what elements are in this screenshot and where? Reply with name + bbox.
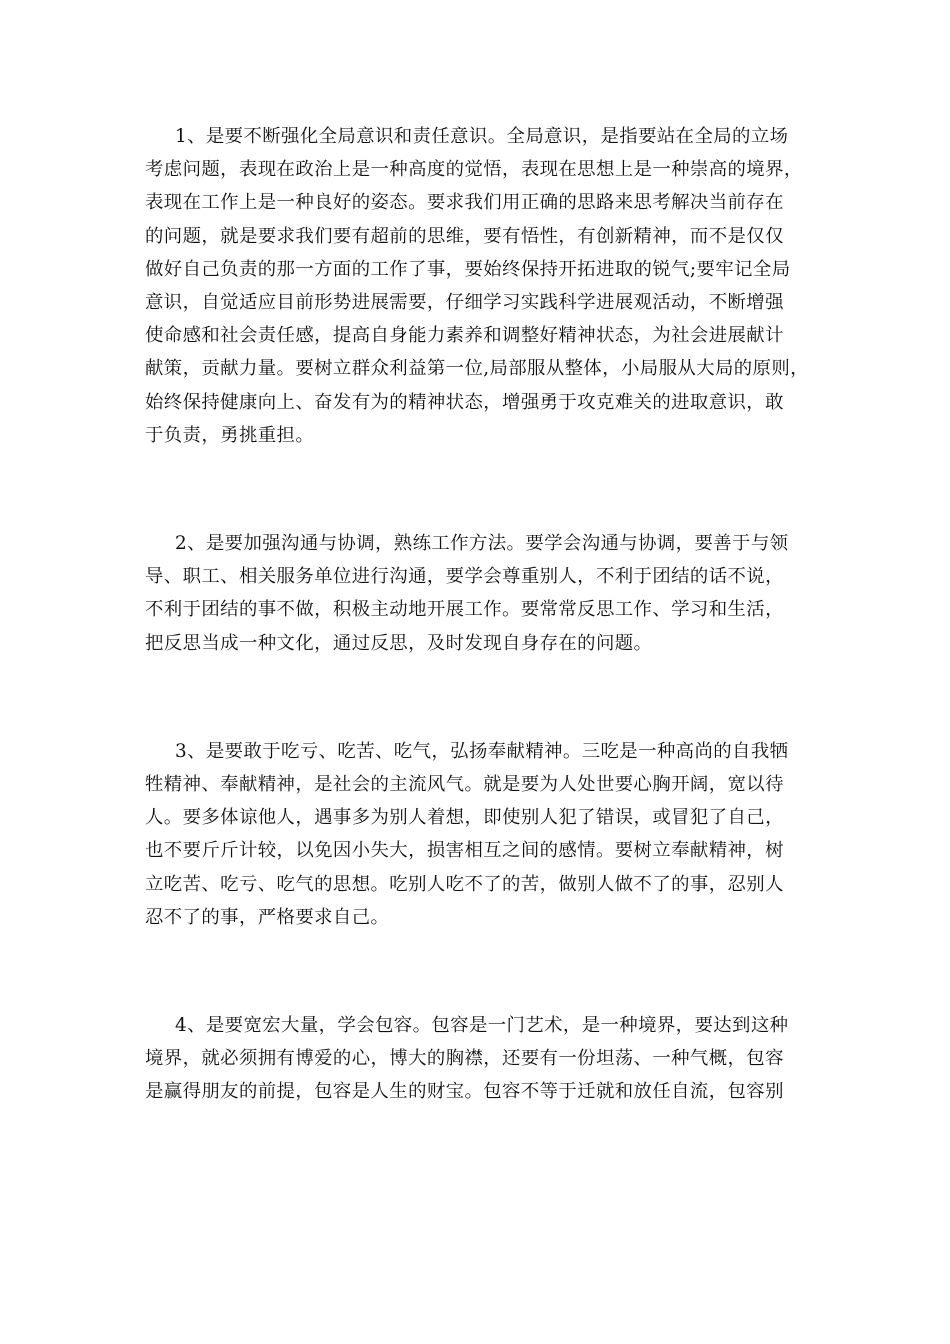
text-line: 境界，就必须拥有博爱的心，博大的胸襟，还要有一份坦荡、一种气概，包容 xyxy=(145,1048,784,1070)
text-line: 不利于团结的事不做，积极主动地开展工作。要常常反思工作、学习和生活， xyxy=(145,599,784,621)
text-line: 把反思当成一种文化，通过反思，及时发现自身存在的问题。 xyxy=(145,632,653,654)
paragraph-4 xyxy=(145,1009,820,1109)
paragraph-3 xyxy=(145,735,820,934)
text-line: 献策，贡献力量。要树立群众利益第一位,局部服从整体，小局服从大局的原则， xyxy=(145,358,809,380)
text-line: 忍不了的事，严格要求自己。 xyxy=(145,906,390,928)
text-line: 使命感和社会责任感，提高自身能力素养和调整好精神状态，为社会进展献计 xyxy=(145,325,784,347)
paragraph-1 xyxy=(145,120,820,452)
text-line: 人。要多体谅他人，遇事多为别人着想，即使别人犯了错误，或冒犯了自己， xyxy=(145,807,784,829)
text-line: 2、是要加强沟通与协调，熟练工作方法。要学会沟通与协调，要善于与领 xyxy=(175,533,789,555)
text-line: 始终保持健康向上、奋发有为的精神状态，增强勇于攻克难关的进取意识，敢 xyxy=(145,391,784,413)
text-line: 导、职工、相关服务单位进行沟通，要学会尊重别人，不利于团结的话不说， xyxy=(145,566,784,588)
text-line: 做好自己负责的那一方面的工作了事，要始终保持开拓进取的锐气;要牢记全局 xyxy=(145,258,791,280)
text-line: 1、是要不断强化全局意识和责任意识。全局意识，是指要站在全局的立场 xyxy=(175,126,789,147)
text-line: 牲精神、奉献精神，是社会的主流风气。就是要为人处世要心胸开阔，宽以待 xyxy=(145,774,784,796)
text-line: 3、是要敢于吃亏、吃苦、吃气，弘扬奉献精神。三吃是一种高尚的自我牺 xyxy=(175,740,789,762)
text-line: 立吃苦、吃亏、吃气的思想。吃别人吃不了的苦，做别人做不了的事，忍别人 xyxy=(145,873,784,895)
text-line: 于负责，勇挑重担。 xyxy=(145,424,315,446)
text-line: 意识，自觉适应目前形势进展需要，仔细学习实践科学进展观活动，不断增强 xyxy=(145,292,784,314)
paragraph-2 xyxy=(145,527,820,660)
text-line: 考虑问题，表现在政治上是一种高度的觉悟，表现在思想上是一种崇高的境界， xyxy=(145,159,803,181)
text-line: 也不要斤斤计较，以免因小失大，损害相互之间的感情。要树立奉献精神，树 xyxy=(145,840,784,862)
document-body xyxy=(145,120,820,1109)
text-line: 表现在工作上是一种良好的姿态。要求我们用正确的思路来思考解决当前存在 xyxy=(145,192,784,214)
text-line: 是赢得朋友的前提，包容是人生的财宝。包容不等于迁就和放任自流，包容别 xyxy=(145,1081,784,1103)
text-line: 的问题，就是要求我们要有超前的思维，要有悟性，有创新精神，而不是仅仅 xyxy=(145,225,784,247)
text-line: 4、是要宽宏大量，学会包容。包容是一门艺术，是一种境界，要达到这种 xyxy=(175,1015,789,1037)
